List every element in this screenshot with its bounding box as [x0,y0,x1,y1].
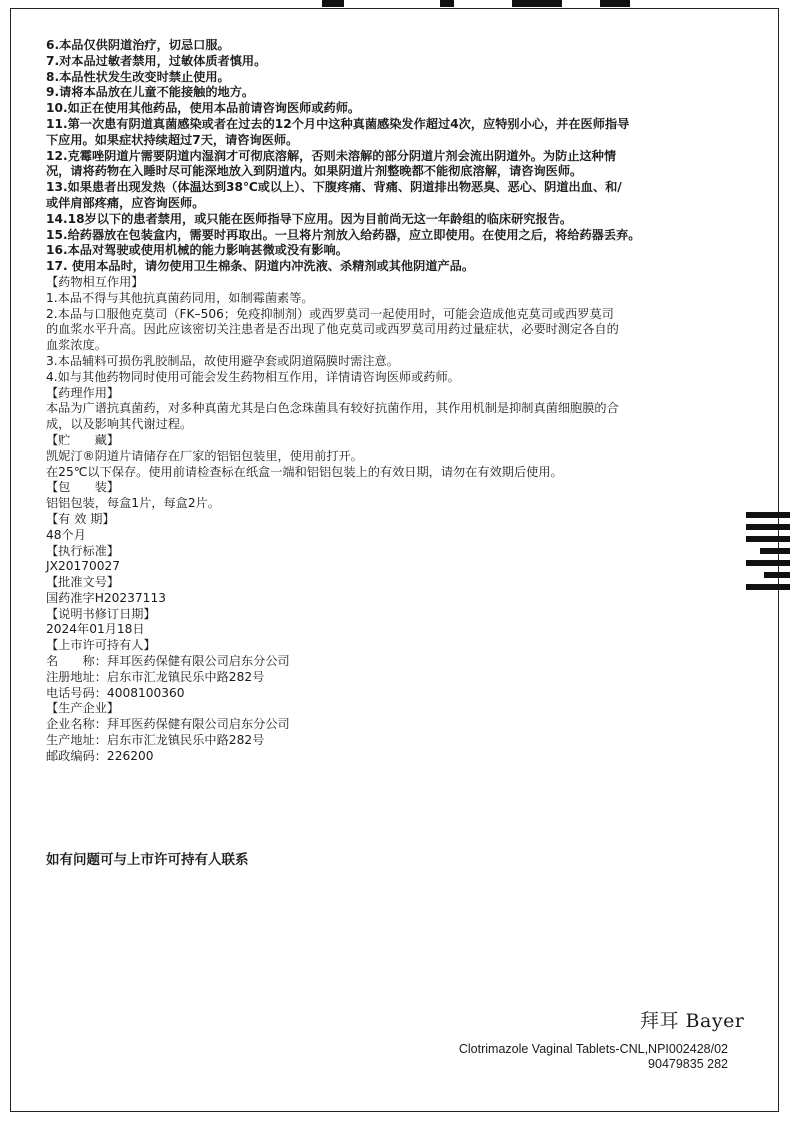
precaution-item: 下应用。如果症状持续超过7天，请咨询医师。 [46,132,299,147]
precaution-item: 12.克霉唑阴道片需要阴道内湿润才可彻底溶解，否则未溶解的部分阴道片剂会流出阴道外。为防止这种情 [46,148,617,163]
section-line: 邮政编码：226200 [46,748,154,763]
barcode-side-marks [746,512,790,596]
section-line: 【批准文号】 [46,575,120,590]
section-line: 电话号码：4008100360 [46,685,185,700]
precaution-item: 8.本品性状发生改变时禁止使用。 [46,69,230,84]
precaution-item: 13.如果患者出现发热（体温达到38℃或以上）、下腹疼痛、背痛、阴道排出物恶臭、恶心、阴道出血、和/ [46,180,622,195]
section-line: 2.本品与口服他克莫司（FK–506；免疫抑制剂）或西罗莫司一起使用时，可能会造成他克莫司或西罗莫司 [46,306,614,321]
section-line: 的血浆水平升高。因此应该密切关注患者是否出现了他克莫司或西罗莫司用药过量症状，必要时测定各自的 [46,322,619,337]
leaflet-sections [46,275,746,765]
precaution-item: 16.本品对驾驶或使用机械的能力影响甚微或没有影响。 [46,243,348,258]
section-line: 【说明书修订日期】 [46,606,156,621]
section-line: 铝铝包装，每盒1片，每盒2片。 [46,496,220,511]
section-line: 48个月 [46,527,86,542]
section-line: 【药理作用】 [46,385,120,400]
precaution-item: 况，请将药物在入睡时尽可能深地放入到阴道内。如果阴道片剂整晚都不能彻底溶解，请咨询医师。 [46,164,583,179]
section-line: 2024年01月18日 [46,622,145,637]
section-line: 1.本品不得与其他抗真菌药同用，如制霉菌素等。 [46,290,314,305]
section-line: 生产地址：启东市汇龙镇民乐中路282号 [46,733,265,748]
bayer-logo: 拜耳 Bayer [640,1010,745,1032]
section-line: 【生产企业】 [46,701,120,716]
precaution-item: 11.第一次患有阴道真菌感染或者在过去的12个月中这种真菌感染发作超过4次，应特别小心，并在医师指导 [46,116,630,131]
print-registration-mark [440,0,454,7]
print-registration-mark [512,0,562,7]
section-line: 国药准字H20237113 [46,590,166,605]
print-registration-mark [322,0,344,7]
section-line: 在25℃以下保存。使用前请检查标在纸盒一端和铝铝包装上的有效日期，请勿在有效期后使用。 [46,464,563,479]
section-line: 成，以及影响其代谢过程。 [46,417,193,432]
section-line: JX20170027 [46,559,120,574]
section-line: 【有 效 期】 [46,511,115,526]
section-line: 【执行标准】 [46,543,120,558]
precaution-item: 6.本品仅供阴道治疗，切忌口服。 [46,38,230,52]
contact-note: 如有问题可与上市许可持有人联系 [46,852,249,868]
section-line: 本品为广谱抗真菌药，对多种真菌尤其是白色念珠菌具有较好抗菌作用，其作用机制是抑制真菌细胞膜的合 [46,401,619,416]
section-line: 企业名称：拜耳医药保健有限公司启东分公司 [46,717,290,732]
section-line: 血浆浓度。 [46,338,107,353]
section-line: 【药物相互作用】 [46,274,144,289]
section-line: 名 称：拜耳医药保健有限公司启东分公司 [46,654,290,669]
precaution-item: 7.对本品过敏者禁用，过敏体质者慎用。 [46,53,267,68]
precaution-item: 17. 使用本品时，请勿使用卫生棉条、阴道内冲洗液、杀精剂或其他阴道产品。 [46,259,475,274]
section-line: 【包 装】 [46,480,120,495]
precaution-item: 10.如正在使用其他药品，使用本品前请咨询医师或药师。 [46,101,361,116]
product-code [448,1042,728,1072]
product-code-line: 90479835 282 [648,1057,728,1071]
section-line: 【上市许可持有人】 [46,638,156,653]
precaution-item: 15.给药器放在包装盒内，需要时再取出。一旦将片剂放入给药器，应立即使用。在使用之后，将给药器丢弃。 [46,227,641,242]
section-line: 4.如与其他药物同时使用可能会发生药物相互作用，详情请咨询医师或药师。 [46,369,460,384]
leaflet-text [46,38,746,765]
section-line: 3.本品辅料可损伤乳胶制品，故使用避孕套或阴道隔膜时需注意。 [46,353,399,368]
precaution-item: 或伴肩部疼痛，应咨询医师。 [46,195,205,210]
section-line: 【贮 藏】 [46,432,120,447]
print-registration-mark [600,0,630,7]
section-line: 凯妮汀®阴道片请储存在厂家的铝铝包装里，使用前打开。 [46,448,363,463]
precautions-list [46,38,746,275]
product-code-line: Clotrimazole Vaginal Tablets-CNL,NPI002428/02 [458,1042,728,1056]
section-line: 注册地址：启东市汇龙镇民乐中路282号 [46,669,265,684]
precaution-item: 9.请将本品放在儿童不能接触的地方。 [46,85,255,100]
precaution-item: 14.18岁以下的患者禁用，或只能在医师指导下应用。因为目前尚无这一年龄组的临床研究报告。 [46,211,573,226]
